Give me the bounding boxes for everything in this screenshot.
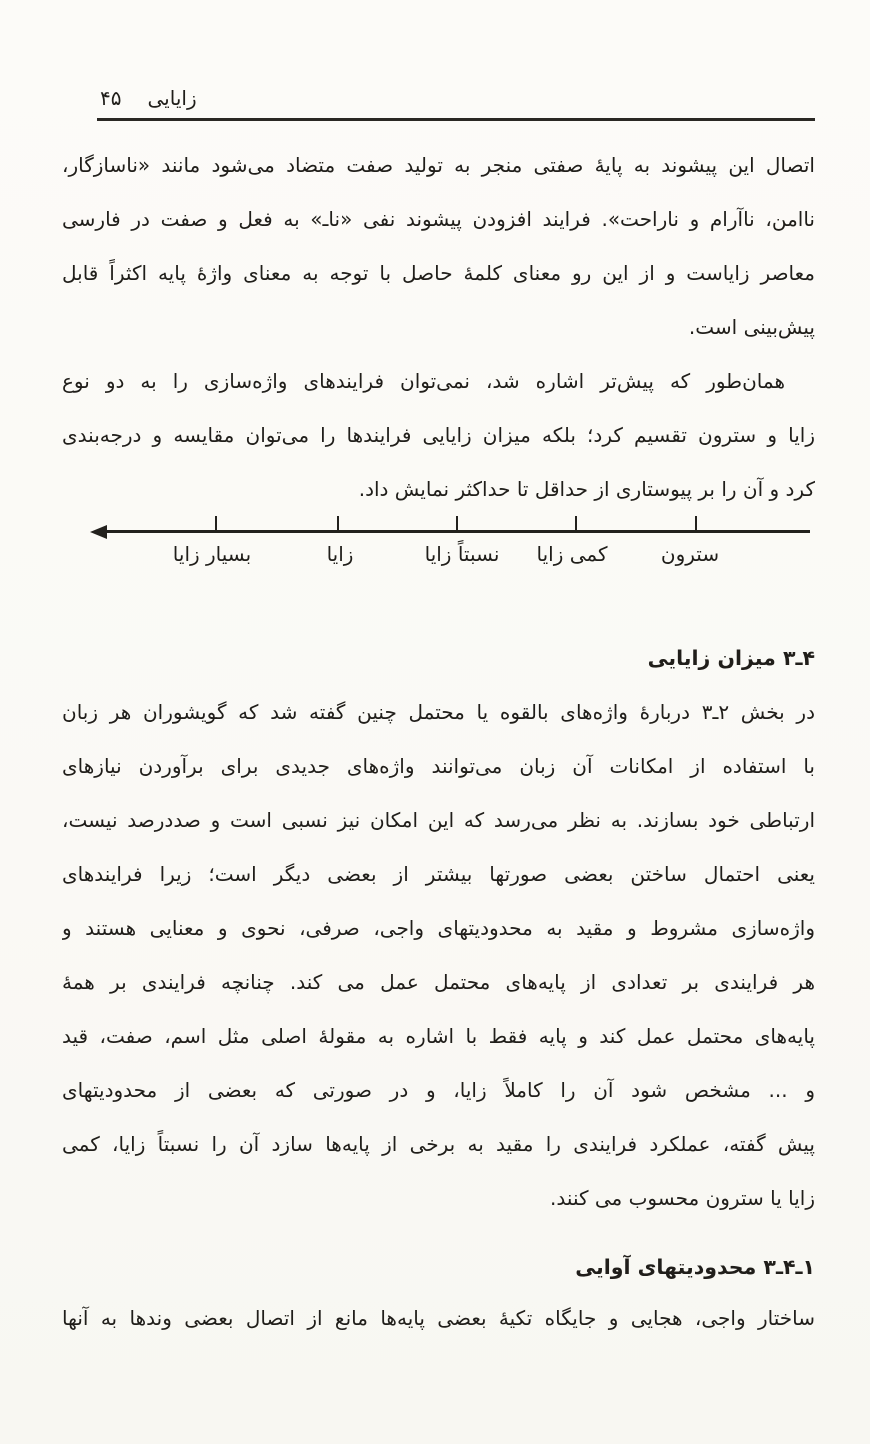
body-line: زایا یا سترون محسوب می کنند. [550,1186,815,1210]
body-line: کرد و آن را بر پیوستاری از حداقل تا حداکثر نمایش داد. [358,477,815,501]
body-line: در بخش ۲ـ۳ دربارهٔ واژه‌های بالقوه یا محتمل چنین گفته شد که گویشوران هر زبان [62,700,815,724]
body-line: پیش گفته، عملکرد فرایندی را مقید به برخی از پایه‌ها سازد آن را نسبتاً زایا، کمی [62,1132,815,1156]
scale-tick [337,516,339,531]
section-3-4 [62,638,815,1345]
scale-label-relatively-productive: نسبتاً زایا [424,542,500,566]
paragraph-2 [62,354,815,516]
section-heading: ۴ـ۳ میزان زایایی [647,646,815,670]
body-line: و ... مشخص شود آن را کاملاً زایا، و در صورتی که بعضی از محدودیتهای [62,1078,815,1102]
scale-tick [456,516,458,531]
body-line: پایه‌های محتمل عمل کند و پایه فقط با اشاره به مقولهٔ اصلی مثل اسم، صفت، قید [62,1024,815,1048]
body-line: ارتباطی خود بسازند. به نظر می‌رسد که این امکان نیز نسبی است و صددرصد نیست، [62,808,815,832]
body-line: یعنی احتمال ساختن بعضی صورتها بیشتر از بعضی دیگر است؛ زیرا فرایندهای [62,862,815,886]
body-line: هر فرایندی بر تعدادی از پایه‌های محتمل عمل می کند. چنانچه فرایندی بر همهٔ [62,970,815,994]
header-rule [97,118,815,121]
paragraph-1 [62,138,815,354]
scale-tick [575,516,577,531]
body-line: معاصر زایاست و از این رو معنای کلمهٔ حاصل با توجه به معنای واژهٔ پایه اکثراً قابل [62,261,815,285]
body-line: واژه‌سازی مشروط و مقید به محدودیتهای واجی، صرفی، نحوی و معنایی هستند و [62,916,815,940]
running-title: زایایی [147,86,197,110]
body-line: اتصال این پیشوند به پایهٔ صفتی منجر به تولید صفت متضاد می‌شود مانند «ناسازگار، [62,153,815,177]
scale-label-slightly-productive: کمی زایا [536,542,608,566]
productivity-scale-diagram [0,516,870,612]
scale-tick [695,516,697,531]
scale-tick [215,516,217,531]
body-line: زایا و سترون تقسیم کرد؛ بلکه میزان زایایی فرایندها را می‌توان مقایسه و درجه‌بندی [62,423,815,447]
page-header [100,86,815,110]
scale-axis-line [100,530,810,533]
body-line: پیش‌بینی است. [688,315,815,339]
arrow-left-icon [90,525,107,539]
paragraph-4 [62,1291,815,1345]
body-line: ساختار واجی، هجایی و جایگاه تکیهٔ بعضی پایه‌ها مانع از اتصال بعضی وندها به آنها [62,1306,815,1330]
body-line: با استفاده از امکانات آن زبان می‌توانند واژه‌های جدیدی برای برآوردن نیازهای [62,754,815,778]
body-line: ناامن، ناآرام و ناراحت». فرایند افزودن پیشوند نفی «ناـ» به فعل و صفت در فارسی [62,207,815,231]
scale-label-productive: زایا [326,542,354,566]
scale-label-very-productive: بسیار زایا [172,542,252,566]
body-line: همان‌طور که پیش‌تر اشاره شد، نمی‌توان فرایندهای واژه‌سازی را به دو نوع [62,369,785,393]
page-number: ۴۵ [100,86,122,110]
scale-label-sterile: سترون [660,542,720,566]
subsection-heading: ۱ـ۴ـ۳ محدودیتهای آوایی [575,1255,815,1279]
paragraph-3 [62,685,815,1225]
